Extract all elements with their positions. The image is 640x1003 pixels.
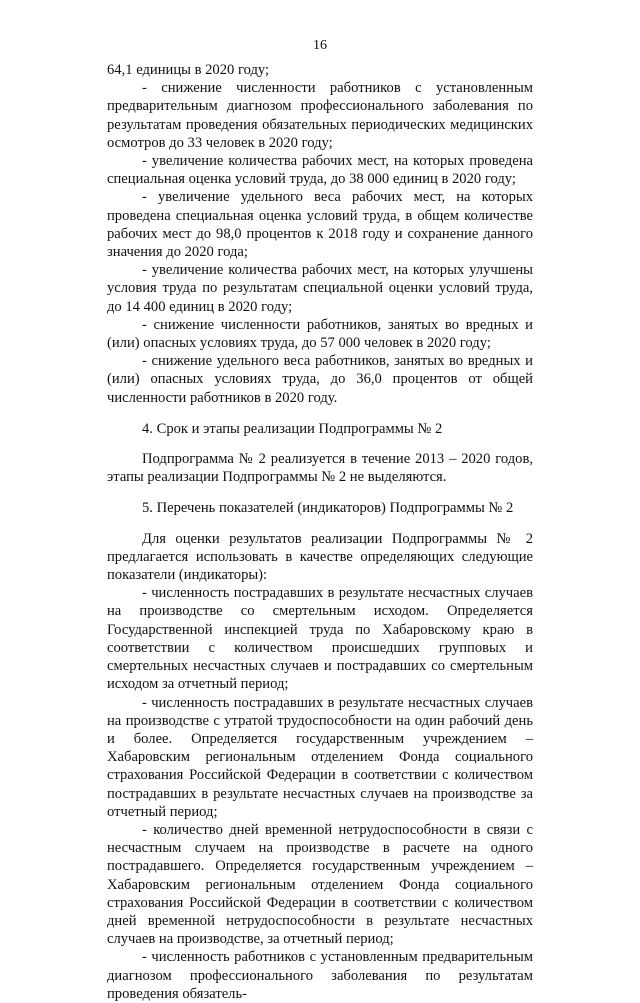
- paragraph: Подпрограмма № 2 реализуется в течение 2013 – 2020 годов, этапы реализации Подпрограммы № 2 не выделяются.: [107, 451, 533, 486]
- paragraph: - увеличение количества рабочих мест, на которых улучшены условия труда по результатам специальной оценки условий труда, до 14 400 единиц в 2020 году;: [107, 262, 533, 315]
- section-heading: 4. Срок и этапы реализации Подпрограммы № 2: [142, 420, 443, 437]
- section-heading: 5. Перечень показателей (индикаторов) Подпрограммы № 2: [142, 500, 514, 517]
- paragraph: - увеличение удельного веса рабочих мест, на которых проведена специальная оценка условий труда, в общем количестве рабочих мест до 98,0 процентов к 2018 году и сохранение данного значения до 2020 года;: [107, 189, 533, 261]
- page-number: 16: [313, 38, 327, 53]
- paragraph: - численность работников с установленным предварительным диагнозом профессионального заболевания по результатам проведения обязатель-: [107, 949, 533, 1002]
- paragraph: - снижение удельного веса работников, занятых во вредных и (или) опасных условиях труда, до 36,0 процентов от общей численности работников в 2020 году.: [107, 353, 533, 406]
- paragraph: - численность пострадавших в результате несчастных случаев на производстве с утратой трудоспособности на один рабочий день и более. Определяется государственным учреждением – Хабаровским региональным отделением Фонда социального страхования Российской Федерации в соответствии с количеством пострадавших в результате несчастных случаев на производстве за отчетный период;: [107, 694, 533, 820]
- paragraph: - численность пострадавших в результате несчастных случаев на производстве со смертельным исходом. Определяется Государственной инспекцией труда по Хабаровскому краю в соответствии с количеством происшедших групповых и смертельных несчастных случаев и пострадавших со смертельным исходом за отчетный период;: [107, 585, 533, 693]
- document-body: [107, 61, 533, 1003]
- paragraph: 64,1 единицы в 2020 году;: [107, 62, 270, 78]
- paragraph: - количество дней временной нетрудоспособности в связи с несчастным случаем на производстве в расчете на одного пострадавшего. Определяется государственным учреждением – Хабаровским региональным отделением Фонда социального страхования Российской Федерации в соответствии с количеством дней временной нетрудоспособности в результате несчастных случаев на производстве, за отчетный период;: [107, 821, 533, 948]
- paragraph: - снижение численности работников, занятых во вредных и (или) опасных условиях труда, до 57 000 человек в 2020 году;: [107, 316, 533, 352]
- paragraph: Для оценки результатов реализации Подпрограммы № 2 предлагается использовать в качестве определяющих следующие показатели (индикаторы):: [107, 530, 533, 584]
- paragraph: - снижение численности работников с установленным предварительным диагнозом профессионального заболевания по результатам проведения обязательных периодических медицинских осмотров до 33 человек в 2020 году;: [107, 80, 533, 151]
- paragraph: - увеличение количества рабочих мест, на которых проведена специальная оценка условий труда, до 38 000 единиц в 2020 году;: [107, 153, 533, 188]
